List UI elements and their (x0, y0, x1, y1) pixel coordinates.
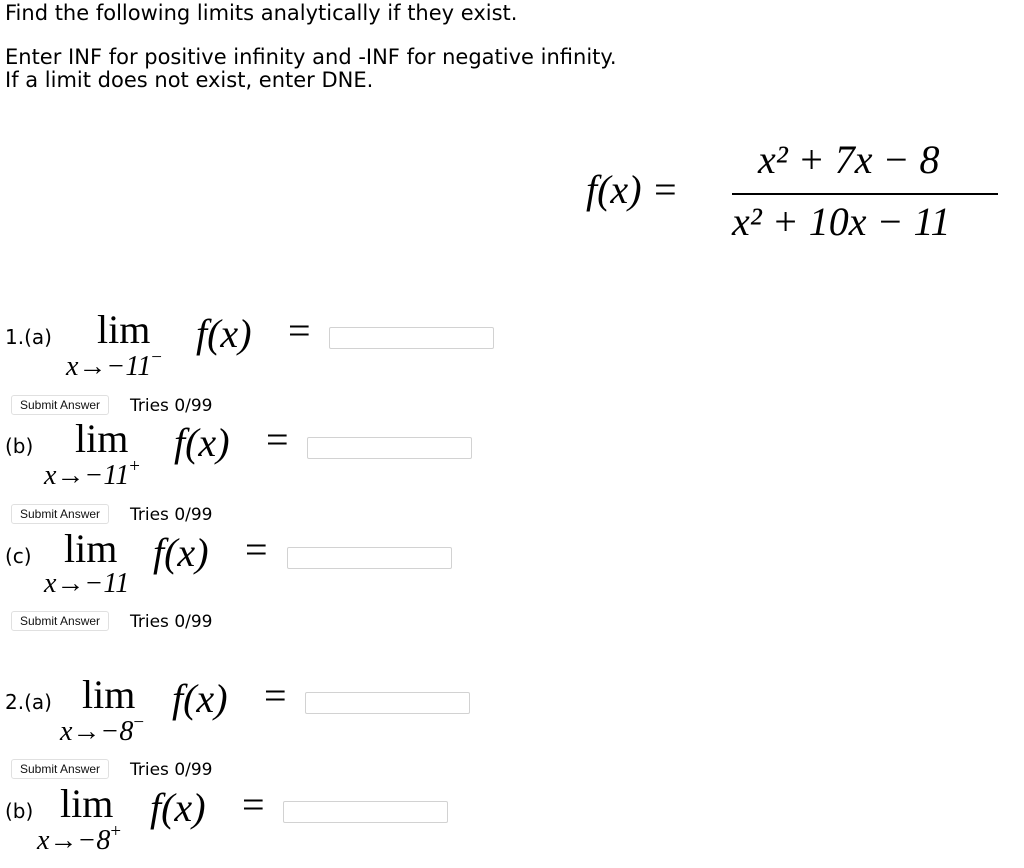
submit-answer-button[interactable]: Submit Answer (11, 395, 109, 415)
answer-input[interactable] (329, 327, 494, 349)
tries-counter: Tries 0/99 (130, 760, 213, 780)
lim-operator: lim (82, 672, 136, 717)
part-label: 1.(a) (5, 325, 52, 349)
submit-answer-button[interactable]: Submit Answer (11, 611, 109, 631)
part-label: (b) (5, 434, 34, 458)
part-label: (b) (5, 799, 34, 823)
side-indicator: − (151, 347, 162, 368)
function-denominator: x² + 10x − 11 (732, 199, 951, 244)
equals-sign: = (288, 308, 311, 353)
side-indicator: + (110, 821, 122, 842)
limit-approach: x→−11− (66, 347, 162, 382)
answer-input[interactable] (307, 437, 472, 459)
submit-answer-button[interactable]: Submit Answer (11, 759, 109, 779)
part-label: (c) (5, 544, 32, 568)
lim-operator: lim (60, 781, 114, 826)
instruction-text: Find the following limits analytically if they exist. (5, 1, 518, 25)
function-f: f(x) (196, 311, 252, 356)
part-label: 2.(a) (5, 690, 52, 714)
side-indicator: − (133, 712, 145, 733)
submit-answer-button[interactable]: Submit Answer (11, 504, 109, 524)
fraction-bar (732, 193, 998, 195)
lim-operator: lim (97, 307, 151, 352)
answer-input[interactable] (287, 547, 452, 569)
answer-input[interactable] (283, 801, 448, 823)
instruction-text: Enter INF for positive infinity and -INF for negative infinity. (5, 45, 617, 69)
function-f: f(x) (153, 530, 209, 575)
function-numerator: x² + 7x − 8 (758, 137, 940, 182)
equals-sign: = (264, 673, 287, 718)
instruction-text: If a limit does not exist, enter DNE. (5, 68, 374, 92)
lim-operator: lim (75, 416, 129, 461)
equals-sign: = (245, 527, 268, 572)
equals-sign: = (266, 417, 289, 462)
limit-approach: x→−8− (60, 712, 145, 747)
function-f: f(x) (174, 420, 230, 465)
tries-counter: Tries 0/99 (130, 396, 213, 416)
limit-approach: x→−8+ (37, 821, 122, 856)
lim-operator: lim (64, 526, 118, 571)
tries-counter: Tries 0/99 (130, 505, 213, 525)
limit-approach: x→−11 (44, 568, 130, 599)
function-lhs: f(x) = (586, 167, 679, 212)
answer-input[interactable] (305, 692, 470, 714)
limit-approach: x→−11+ (44, 456, 140, 491)
function-f: f(x) (172, 676, 228, 721)
equals-sign: = (242, 782, 265, 827)
function-f: f(x) (150, 785, 206, 830)
side-indicator: + (129, 456, 140, 477)
tries-counter: Tries 0/99 (130, 612, 213, 632)
